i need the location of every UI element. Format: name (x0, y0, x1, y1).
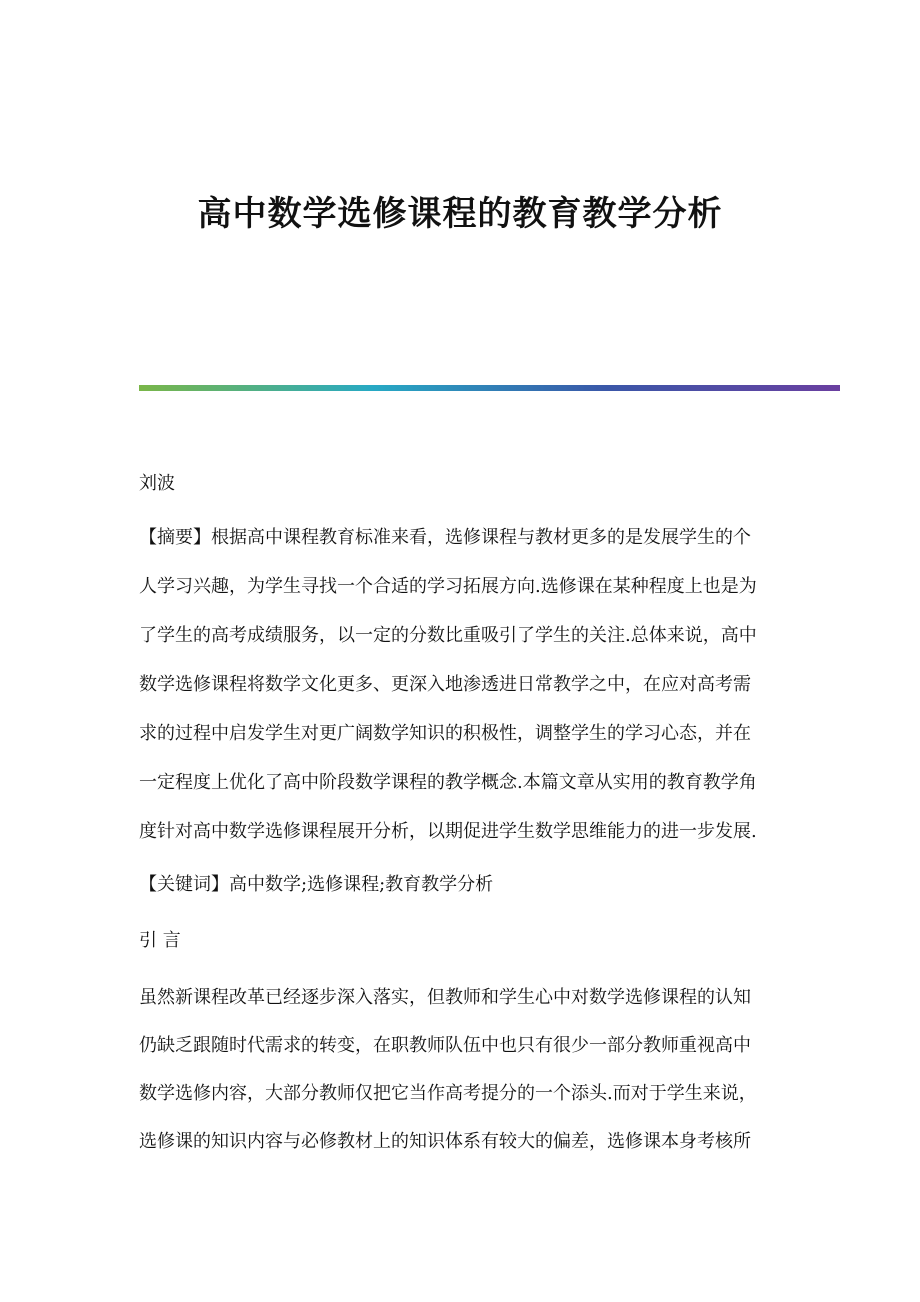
abstract-line: 求的过程中启发学生对更广阔数学知识的积极性，调整学生的学习心态，并在 (139, 723, 751, 744)
author-name: 刘波 (139, 473, 175, 494)
document-title: 高中数学选修课程的教育教学分析 (197, 194, 723, 234)
intro-paragraph-line: 虽然新课程改革已经逐步深入落实，但教师和学生心中对数学选修课程的认知 (139, 987, 751, 1008)
intro-heading: 引 言 (139, 930, 181, 951)
title-divider-gradient (139, 385, 840, 391)
abstract-line: 【摘要】根据高中课程教育标准来看，选修课程与教材更多的是发展学生的个 (139, 527, 751, 548)
abstract-line: 人学习兴趣，为学生寻找一个合适的学习拓展方向.选修课在某种程度上也是为 (139, 576, 757, 597)
keywords: 【关键词】高中数学;选修课程;教育教学分析 (139, 874, 494, 895)
abstract-line: 度针对高中数学选修课程展开分析，以期促进学生数学思维能力的进一步发展. (139, 821, 757, 842)
abstract-line: 数学选修课程将数学文化更多、更深入地渗透进日常教学之中，在应对高考需 (139, 674, 751, 695)
abstract-line: 了学生的高考成绩服务，以一定的分数比重吸引了学生的关注.总体来说，高中 (139, 625, 757, 646)
intro-paragraph-line: 数学选修内容，大部分教师仅把它当作高考提分的一个添头.而对于学生来说， (139, 1083, 757, 1104)
abstract-line: 一定程度上优化了高中阶段数学课程的教学概念.本篇文章从实用的教育教学角 (139, 772, 757, 793)
intro-paragraph-line: 仍缺乏跟随时代需求的转变，在职教师队伍中也只有很少一部分教师重视高中 (139, 1035, 751, 1056)
intro-paragraph-line: 选修课的知识内容与必修教材上的知识体系有较大的偏差，选修课本身考核所 (139, 1131, 751, 1152)
